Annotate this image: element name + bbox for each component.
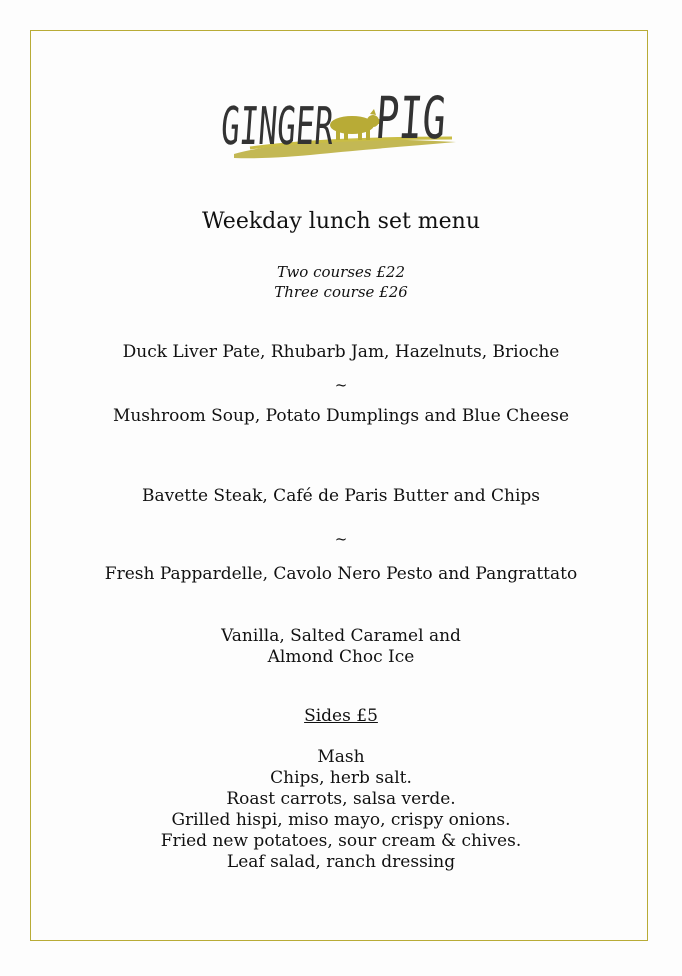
side-item: Chips, herb salt.: [270, 768, 412, 788]
price-two-courses: Two courses £22: [276, 263, 406, 281]
side-item: Fried new potatoes, sour cream & chives.: [160, 831, 522, 851]
dessert-line-2: Almond Choc Ice: [267, 647, 415, 667]
menu-title: Weekday lunch set menu: [201, 209, 481, 234]
side-item: Mash: [317, 747, 365, 767]
svg-text:GINGER: GINGER: [219, 97, 412, 157]
sides-heading: Sides £5: [304, 706, 378, 726]
main-1: Bavette Steak, Café de Paris Butter and Chips: [141, 486, 540, 506]
svg-text:PIG: PIG: [373, 84, 483, 152]
main-separator: ~: [334, 530, 348, 548]
sides-list: [0, 747, 682, 873]
ginger-pig-logo: [219, 58, 483, 168]
starter-separator: ~: [334, 376, 348, 394]
side-item: Grilled hispi, miso mayo, crispy onions.: [171, 810, 511, 830]
side-item: Leaf salad, ranch dressing: [226, 852, 456, 872]
price-three-courses: Three course £26: [274, 283, 408, 301]
side-item: Roast carrots, salsa verde.: [226, 789, 456, 809]
starter-2: Mushroom Soup, Potato Dumplings and Blue Cheese: [112, 406, 570, 426]
starter-1: Duck Liver Pate, Rhubarb Jam, Hazelnuts, Brioche: [122, 342, 560, 362]
dessert-line-1: Vanilla, Salted Caramel and: [221, 626, 461, 646]
main-2: Fresh Pappardelle, Cavolo Nero Pesto and Pangrattato: [104, 564, 578, 584]
